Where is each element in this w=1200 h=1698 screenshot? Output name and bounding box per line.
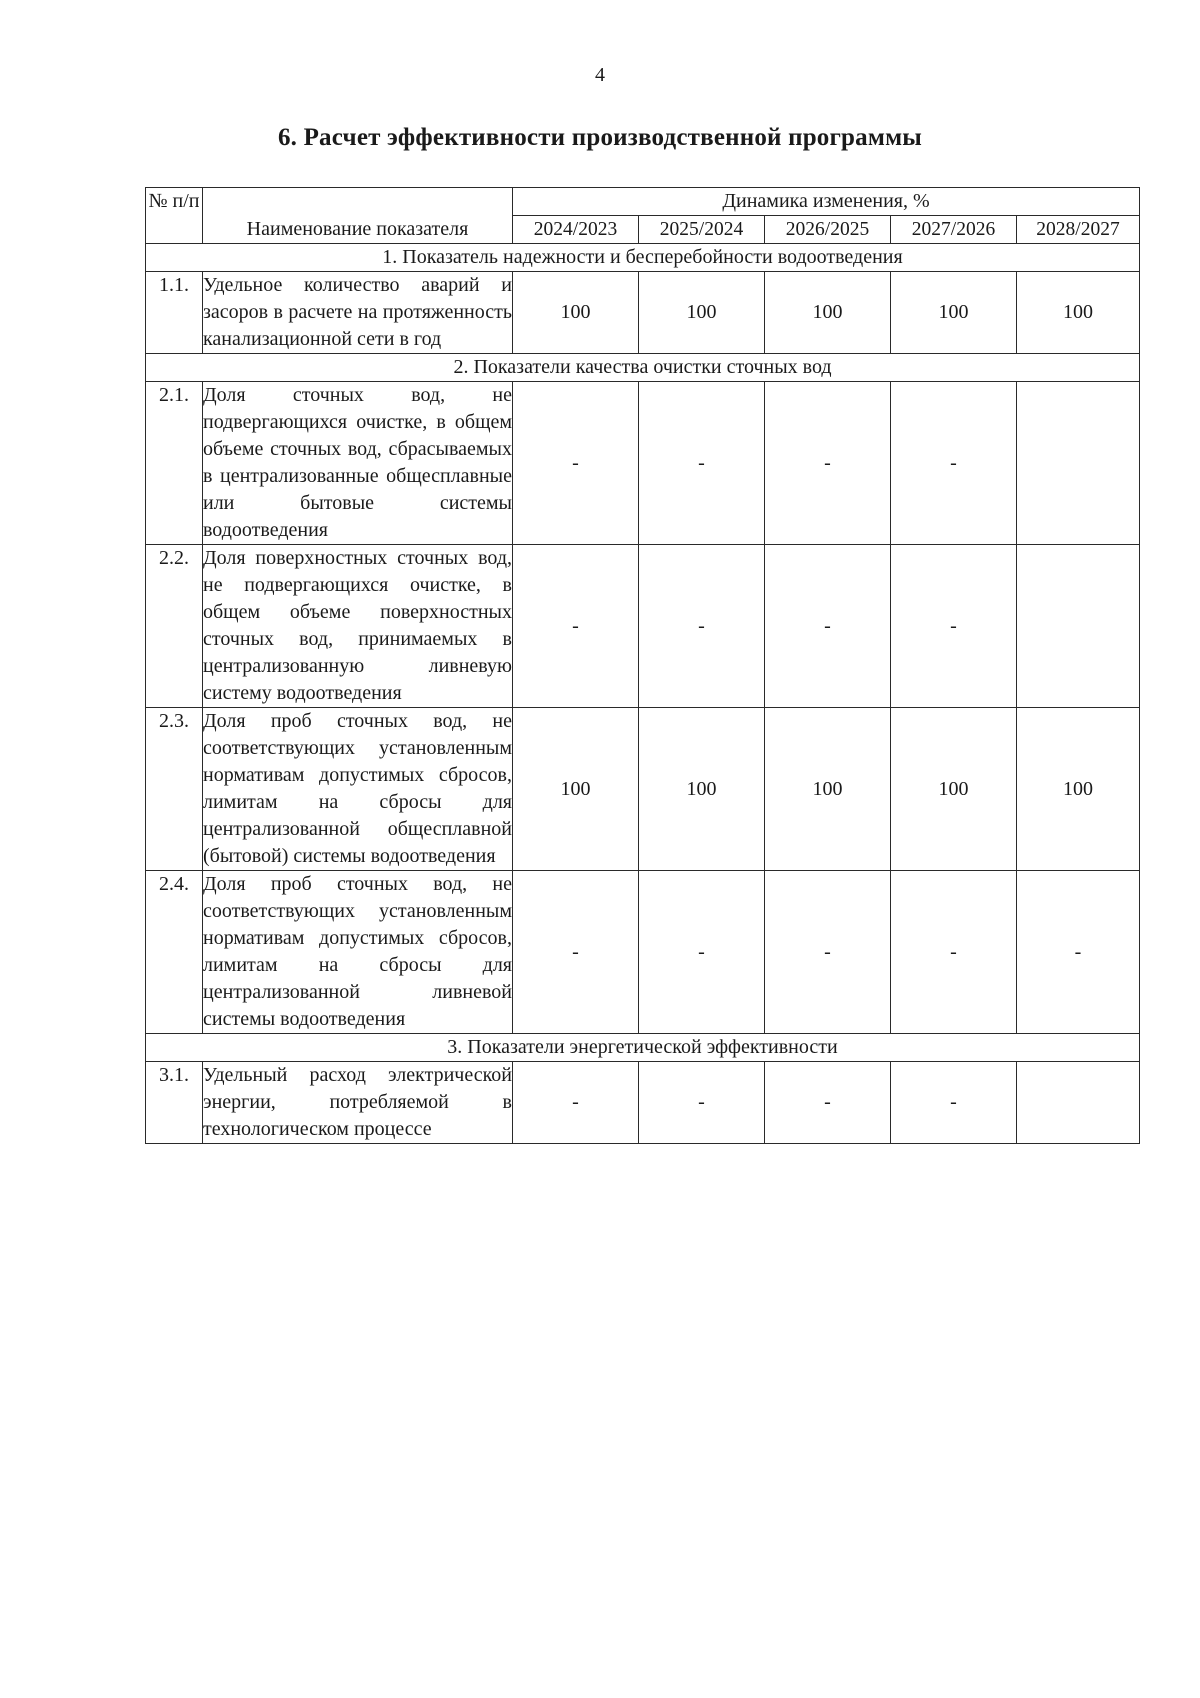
- value-cell: -: [891, 545, 1017, 708]
- value-cell: 100: [891, 272, 1017, 354]
- indicator-name: Доля проб сточных вод, не соответствующих установленным нормативам допустимых сбросов, лимитам на сбросы для централизованной ливневой системы водоотведения: [203, 871, 513, 1034]
- indicator-name: Удельное количество аварий и засоров в расчете на протяженность канализационной сети в год: [203, 272, 513, 354]
- section-title: 1. Показатель надежности и бесперебойности водоотведения: [146, 244, 1140, 272]
- value-cell: 100: [639, 272, 765, 354]
- value-cell: [1017, 545, 1140, 708]
- value-cell: -: [513, 871, 639, 1034]
- value-cell: [1017, 1062, 1140, 1144]
- value-cell: 100: [513, 272, 639, 354]
- section-title: 3. Показатели энергетической эффективности: [146, 1034, 1140, 1062]
- value-cell: 100: [765, 708, 891, 871]
- header-num: № п/п: [146, 188, 203, 244]
- value-cell: -: [639, 871, 765, 1034]
- header-year: 2026/2025: [765, 216, 891, 244]
- row-number: 1.1.: [146, 272, 203, 354]
- value-cell: -: [765, 1062, 891, 1144]
- table-row: [146, 545, 1140, 708]
- header-year: 2025/2024: [639, 216, 765, 244]
- row-number: 2.3.: [146, 708, 203, 871]
- page-title: 6. Расчет эффективности производственной программы: [277, 124, 923, 151]
- indicator-name: Доля проб сточных вод, не соответствующих установленным нормативам допустимых сбросов, лимитам на сбросы для централизованной общесплавной (бытовой) системы водоотведения: [203, 708, 513, 871]
- efficiency-table: [145, 187, 1140, 1144]
- value-cell: 100: [513, 708, 639, 871]
- table-row: [146, 871, 1140, 1034]
- value-cell: -: [765, 545, 891, 708]
- value-cell: 100: [891, 708, 1017, 871]
- page-number: 4: [595, 64, 605, 86]
- value-cell: 100: [639, 708, 765, 871]
- row-number: 2.1.: [146, 382, 203, 545]
- value-cell: -: [639, 382, 765, 545]
- value-cell: [1017, 382, 1140, 545]
- indicator-name: Удельный расход электрической энергии, потребляемой в технологическом процессе: [203, 1062, 513, 1144]
- section-row: [146, 244, 1140, 272]
- header-year: 2024/2023: [513, 216, 639, 244]
- table-row: [146, 1062, 1140, 1144]
- value-cell: -: [1017, 871, 1140, 1034]
- section-row: [146, 1034, 1140, 1062]
- header-dynamics: Динамика изменения, %: [513, 188, 1140, 216]
- section-title: 2. Показатели качества очистки сточных вод: [146, 354, 1140, 382]
- value-cell: 100: [765, 272, 891, 354]
- value-cell: -: [513, 382, 639, 545]
- section-row: [146, 354, 1140, 382]
- value-cell: -: [891, 382, 1017, 545]
- value-cell: -: [891, 1062, 1017, 1144]
- value-cell: 100: [1017, 708, 1140, 871]
- header-year: 2028/2027: [1017, 216, 1140, 244]
- value-cell: -: [513, 1062, 639, 1144]
- value-cell: -: [639, 1062, 765, 1144]
- row-number: 2.4.: [146, 871, 203, 1034]
- indicator-name: Доля поверхностных сточных вод, не подвергающихся очистке, в общем объеме поверхностных сточных вод, принимаемых в централизованную ливневую систему водоотведения: [203, 545, 513, 708]
- indicator-name: Доля сточных вод, не подвергающихся очистке, в общем объеме сточных вод, сбрасываемых в централизованные общесплавные или бытовые системы водоотведения: [203, 382, 513, 545]
- table-row: [146, 272, 1140, 354]
- table-row: [146, 382, 1140, 545]
- header-name: Наименование показателя: [203, 188, 513, 244]
- value-cell: -: [639, 545, 765, 708]
- value-cell: 100: [1017, 272, 1140, 354]
- value-cell: -: [765, 871, 891, 1034]
- value-cell: -: [891, 871, 1017, 1034]
- value-cell: -: [513, 545, 639, 708]
- table-row: [146, 708, 1140, 871]
- row-number: 2.2.: [146, 545, 203, 708]
- header-year: 2027/2026: [891, 216, 1017, 244]
- row-number: 3.1.: [146, 1062, 203, 1144]
- value-cell: -: [765, 382, 891, 545]
